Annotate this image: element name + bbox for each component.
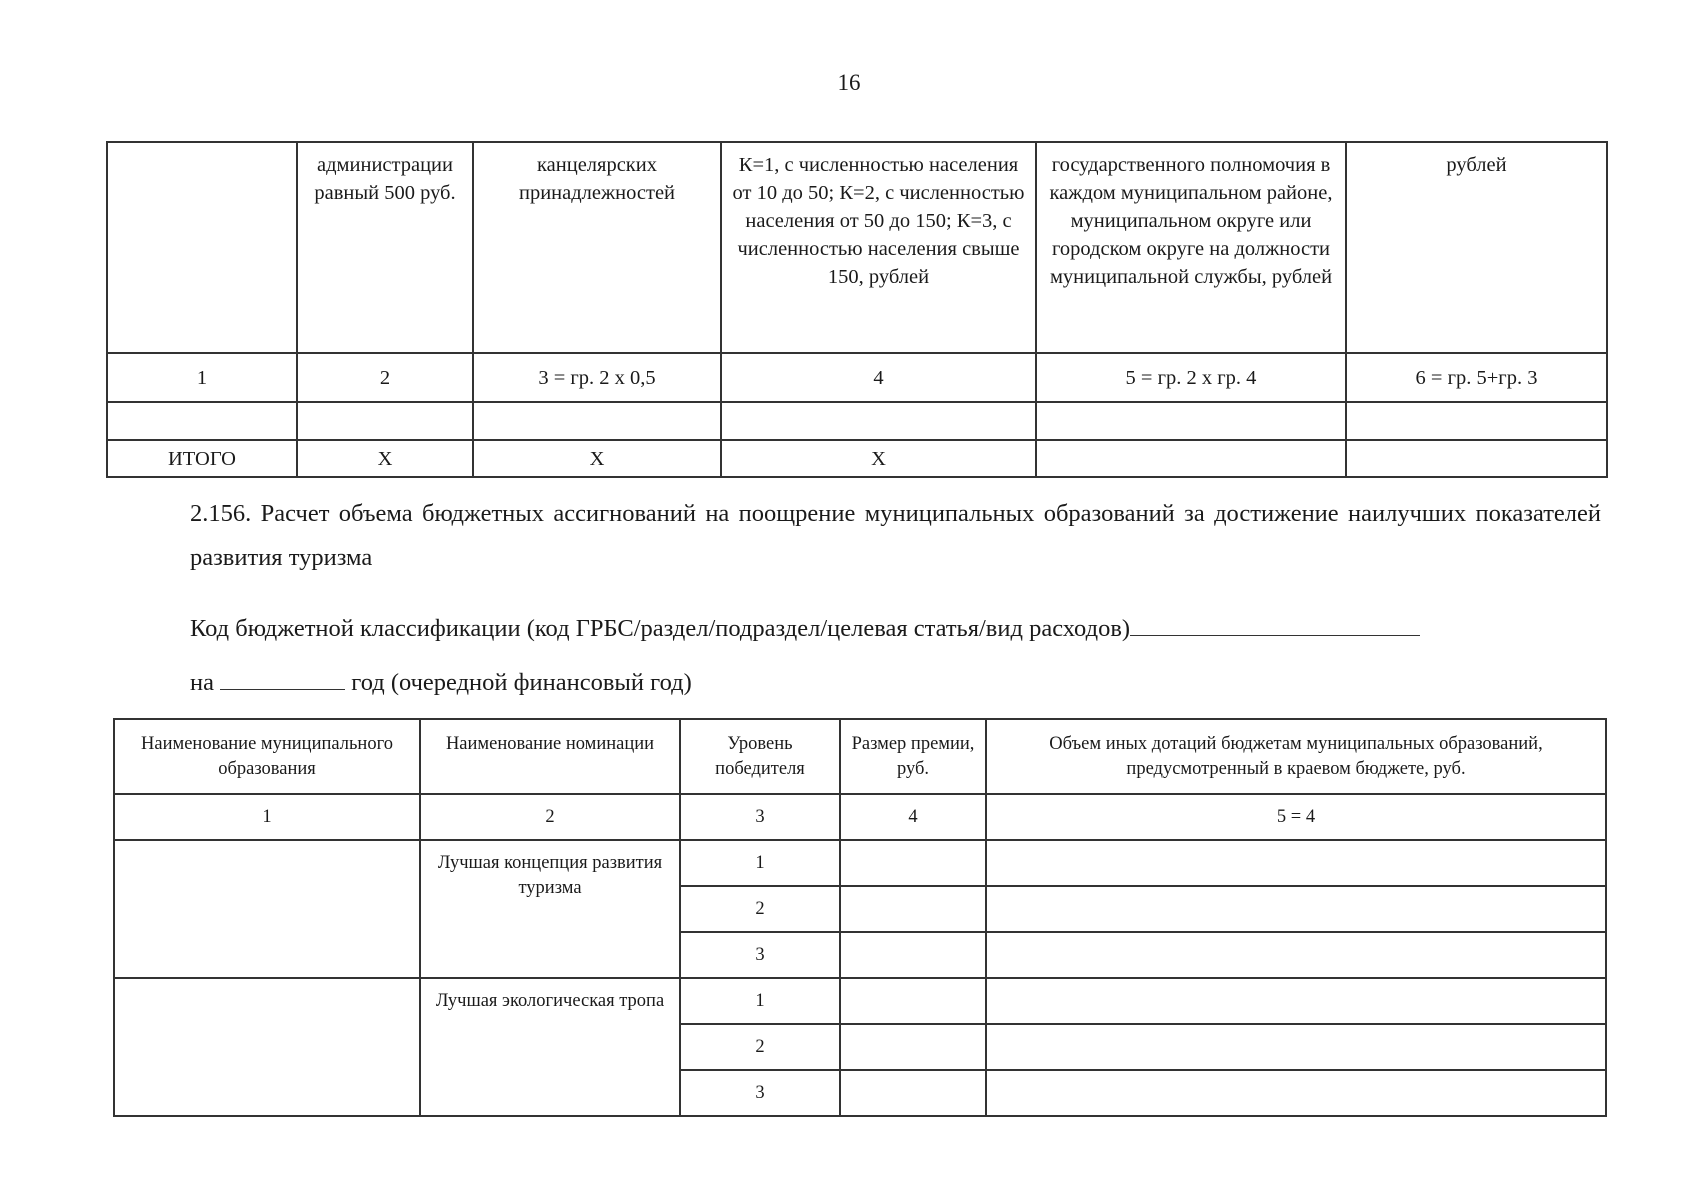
winner-level: 2 bbox=[680, 886, 840, 932]
total-cell bbox=[1036, 440, 1346, 477]
column-number-row bbox=[107, 353, 1607, 402]
total-cell bbox=[1346, 440, 1607, 477]
total-cell: Х bbox=[721, 440, 1036, 477]
tourism-awards-table bbox=[113, 718, 1607, 1117]
year-prefix: на bbox=[190, 669, 214, 696]
table-row bbox=[114, 978, 1606, 1024]
table-cell bbox=[721, 402, 1036, 440]
nomination-name: Лучшая концепция развития туризма bbox=[420, 840, 680, 978]
table-cell bbox=[107, 402, 297, 440]
column-number: 5 = 4 bbox=[986, 794, 1606, 840]
winner-level: 2 bbox=[680, 1024, 840, 1070]
prize-cell bbox=[840, 886, 986, 932]
header-cell: Объем иных дотаций бюджетам муниципальных образований, предусмотренный в краевом бюджете, руб. bbox=[986, 719, 1606, 794]
prize-cell bbox=[840, 840, 986, 886]
subsidy-cell bbox=[986, 978, 1606, 1024]
winner-level: 3 bbox=[680, 1070, 840, 1116]
subsidy-cell bbox=[986, 1024, 1606, 1070]
table-cell bbox=[1036, 402, 1346, 440]
column-number: 4 bbox=[721, 353, 1036, 402]
winner-level: 1 bbox=[680, 978, 840, 1024]
municipality-cell bbox=[114, 978, 420, 1116]
header-cell: Размер премии, руб. bbox=[840, 719, 986, 794]
header-cell: К=1, с численностью населения от 10 до 50; К=2, с численностью населения от 50 до 150; К=3, с численностью населения свыше 150, рублей bbox=[721, 142, 1036, 353]
total-cell: Х bbox=[473, 440, 721, 477]
column-number: 4 bbox=[840, 794, 986, 840]
total-row bbox=[107, 440, 1607, 477]
header-cell: администрации равный 500 руб. bbox=[297, 142, 473, 353]
column-number-row bbox=[114, 794, 1606, 840]
header-cell: Наименование муниципального образования bbox=[114, 719, 420, 794]
nomination-name: Лучшая экологическая тропа bbox=[420, 978, 680, 1116]
allocation-table bbox=[106, 141, 1608, 478]
page-number: 16 bbox=[837, 70, 861, 95]
table-header-row bbox=[107, 142, 1607, 353]
table-header-row bbox=[114, 719, 1606, 794]
subsidy-cell bbox=[986, 1070, 1606, 1116]
column-number: 3 bbox=[680, 794, 840, 840]
header-cell: канцелярских принадлежностей bbox=[473, 142, 721, 353]
table-cell bbox=[1346, 402, 1607, 440]
total-label: ИТОГО bbox=[107, 440, 297, 477]
prize-cell bbox=[840, 932, 986, 978]
year-field[interactable] bbox=[220, 667, 345, 690]
table-row bbox=[107, 402, 1607, 440]
header-cell: Наименование номинации bbox=[420, 719, 680, 794]
total-cell: Х bbox=[297, 440, 473, 477]
winner-level: 1 bbox=[680, 840, 840, 886]
column-number: 3 = гр. 2 х 0,5 bbox=[473, 353, 721, 402]
section-heading: 2.156. Расчет объема бюджетных ассигнований на поощрение муниципальных образований за достижение наилучших показателей развития туризма bbox=[190, 500, 1601, 571]
budget-code-label: Код бюджетной классификации (код ГРБС/раздел/подраздел/целевая статья/вид расходов) bbox=[190, 615, 1131, 642]
subsidy-cell bbox=[986, 886, 1606, 932]
budget-code-line bbox=[190, 613, 1420, 643]
prize-cell bbox=[840, 1070, 986, 1116]
column-number: 1 bbox=[114, 794, 420, 840]
header-cell: рублей bbox=[1346, 142, 1607, 353]
header-cell: Уровень победителя bbox=[680, 719, 840, 794]
column-number: 1 bbox=[107, 353, 297, 402]
column-number: 5 = гр. 2 х гр. 4 bbox=[1036, 353, 1346, 402]
subsidy-cell bbox=[986, 932, 1606, 978]
header-cell bbox=[107, 142, 297, 353]
municipality-cell bbox=[114, 840, 420, 978]
table-cell bbox=[473, 402, 721, 440]
winner-level: 3 bbox=[680, 932, 840, 978]
column-number: 2 bbox=[297, 353, 473, 402]
column-number: 6 = гр. 5+гр. 3 bbox=[1346, 353, 1607, 402]
budget-code-field[interactable] bbox=[1130, 613, 1420, 636]
table-row bbox=[114, 840, 1606, 886]
prize-cell bbox=[840, 978, 986, 1024]
year-suffix: год (очередной финансовый год) bbox=[351, 669, 692, 696]
table-cell bbox=[297, 402, 473, 440]
column-number: 2 bbox=[420, 794, 680, 840]
prize-cell bbox=[840, 1024, 986, 1070]
subsidy-cell bbox=[986, 840, 1606, 886]
header-cell: государственного полномочия в каждом муниципальном районе, муниципальном округе или городском округе на должности муниципальной службы, рублей bbox=[1036, 142, 1346, 353]
fiscal-year-line bbox=[190, 667, 692, 697]
